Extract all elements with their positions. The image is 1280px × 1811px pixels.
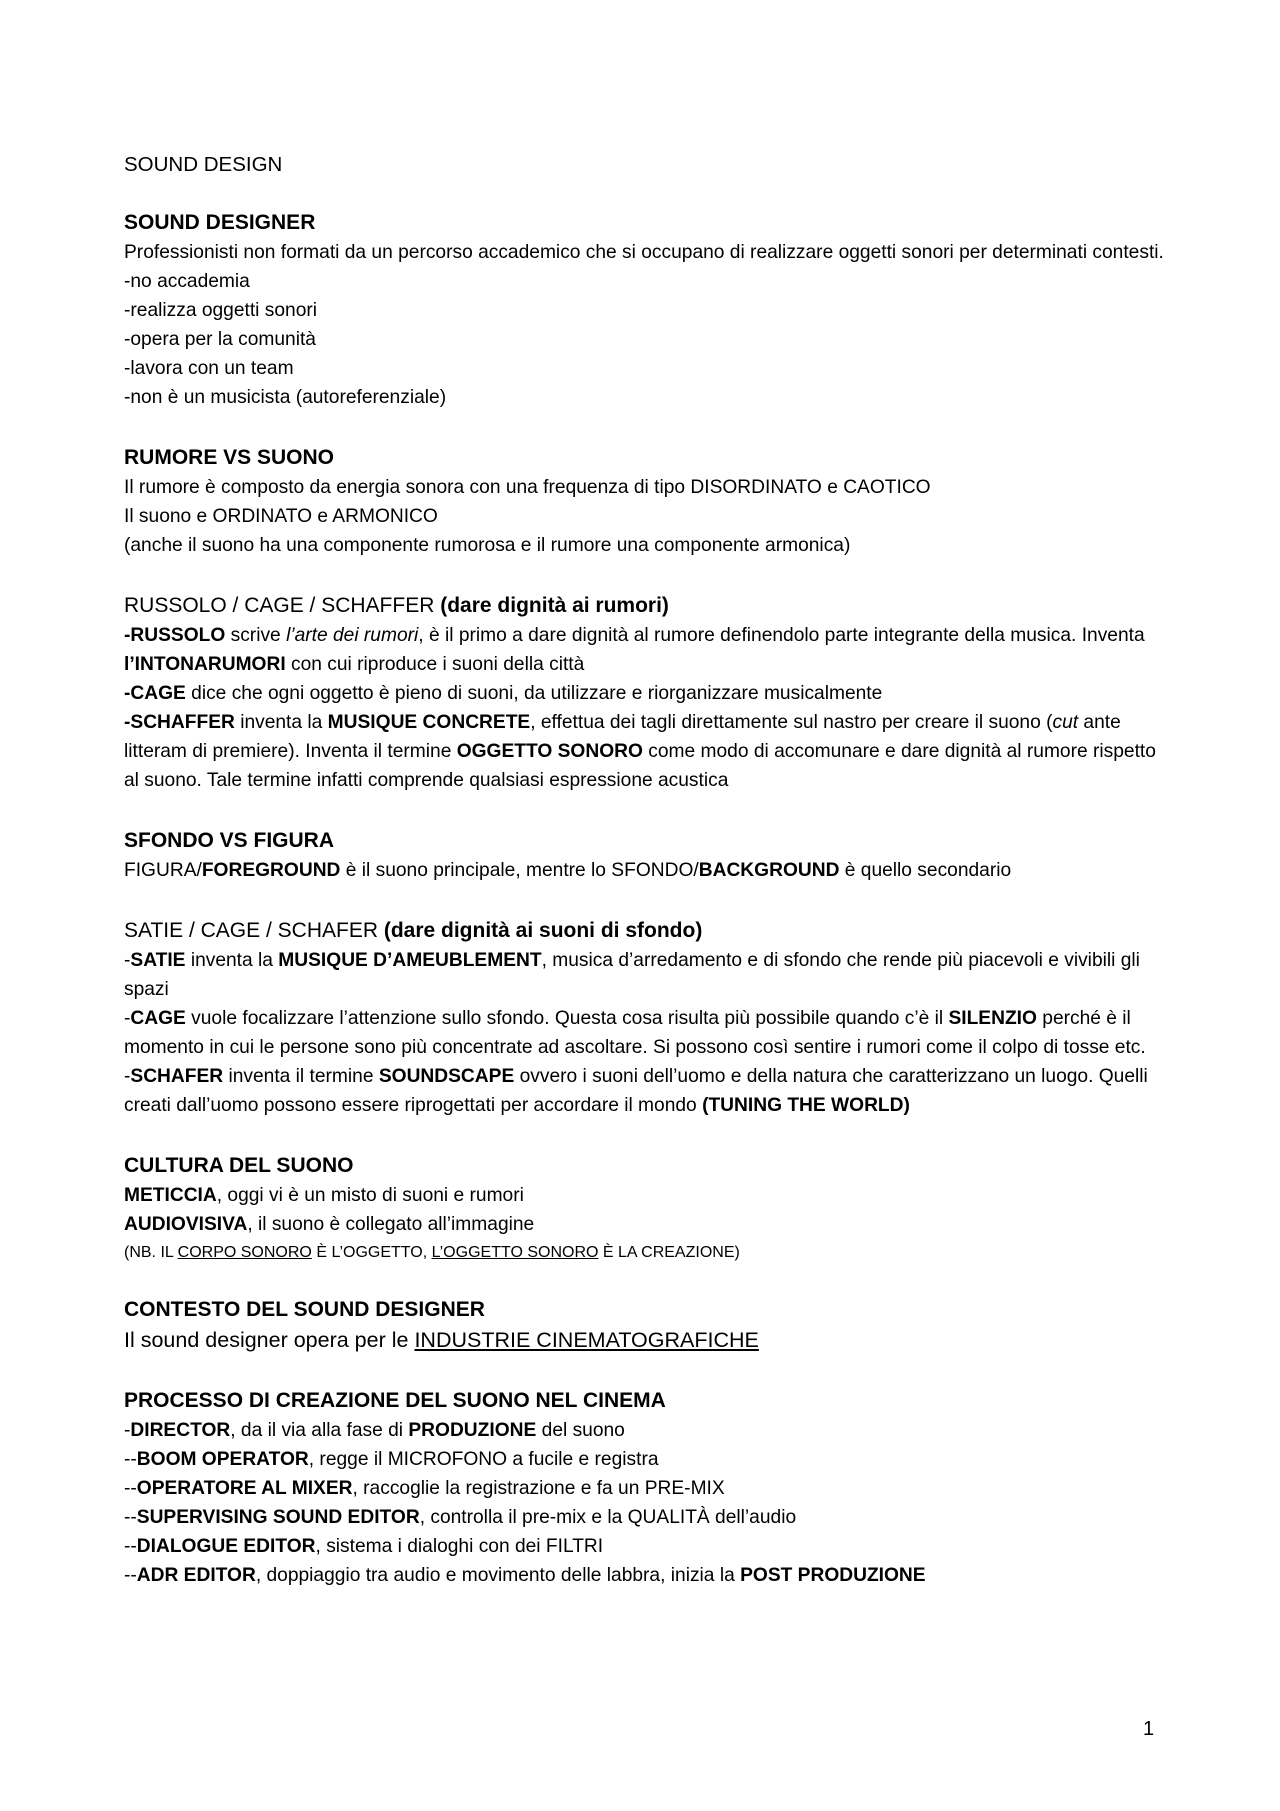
paragraph-line: Il sound designer opera per le INDUSTRIE CINEMATOGRAFICHE: [124, 1328, 759, 1352]
paragraph-line: Il rumore è composto da energia sonora con una frequenza di tipo DISORDINATO e CAOTICO: [124, 477, 931, 498]
paragraph-line: AUDIOVISIVA, il suono è collegato all’immagine: [124, 1214, 535, 1235]
list-item: --OPERATORE AL MIXER, raccoglie la registrazione e fa un PRE-MIX: [124, 1478, 725, 1499]
section-heading-sfondo-vs-figura: SFONDO VS FIGURA: [124, 829, 335, 852]
list-item: -non è un musicista (autoreferenziale): [124, 387, 447, 408]
paragraph-line: Il suono e ORDINATO e ARMONICO: [124, 506, 438, 527]
paragraph-schaffer: -SCHAFFER inventa la MUSIQUE CONCRETE, effettua dei tagli direttamente sul nastro per creare il suono (cut ante litteram di premiere). Inventa il termine OGGETTO SONORO come modo di accomunare e dare dignità al rumore rispetto al suono. Tale termine infatti comprende qualsiasi espressione acustica: [124, 712, 1156, 791]
paragraph: Professionisti non formati da un percorso accademico che si occupano di realizzare oggetti sonori per determinati contesti.: [124, 242, 1164, 263]
section-heading-satie-cage-schafer: SATIE / CAGE / SCHAFER (dare dignità ai suoni di sfondo): [124, 919, 703, 942]
paragraph-cage: -CAGE dice che ogni oggetto è pieno di suoni, da utilizzare e riorganizzare musicalmente: [124, 683, 883, 704]
list-item: -opera per la comunità: [124, 329, 316, 350]
section-heading-russolo-cage-schaffer: RUSSOLO / CAGE / SCHAFFER (dare dignità ai rumori): [124, 594, 669, 617]
paragraph-line: (anche il suono ha una componente rumorosa e il rumore una componente armonica): [124, 535, 851, 556]
paragraph: FIGURA/FOREGROUND è il suono principale, mentre lo SFONDO/BACKGROUND è quello secondario: [124, 860, 1012, 881]
section-heading-contesto: CONTESTO DEL SOUND DESIGNER: [124, 1298, 485, 1321]
note-line: (NB. IL CORPO SONORO È L’OGGETTO, L’OGGETTO SONORO È LA CREAZIONE): [124, 1244, 740, 1261]
paragraph-russolo: -RUSSOLO scrive l’arte dei rumori, è il primo a dare dignità al rumore definendolo parte integrante della musica. Inventa l’INTONARUMORI con cui riproduce i suoni della città: [124, 625, 1145, 675]
section-heading-sound-designer: SOUND DESIGNER: [124, 211, 316, 234]
section-heading-processo: PROCESSO DI CREAZIONE DEL SUONO NEL CINEMA: [124, 1389, 666, 1412]
list-item: -no accademia: [124, 271, 250, 292]
page-number: 1: [1143, 1718, 1155, 1740]
list-item: -DIRECTOR, da il via alla fase di PRODUZIONE del suono: [124, 1420, 625, 1441]
document-page: [124, 150, 1170, 1590]
paragraph-line: METICCIA, oggi vi è un misto di suoni e rumori: [124, 1185, 524, 1206]
list-item: -realizza oggetti sonori: [124, 300, 318, 321]
list-item: --ADR EDITOR, doppiaggio tra audio e movimento delle labbra, inizia la POST PRODUZIONE: [124, 1565, 926, 1586]
section-heading-cultura-del-suono: CULTURA DEL SUONO: [124, 1154, 354, 1177]
paragraph-schafer: -SCHAFER inventa il termine SOUNDSCAPE ovvero i suoni dell’uomo e della natura che caratterizzano un luogo. Quelli creati dall’uomo possono essere riprogettati per accordare il mondo (TUNING THE WORLD): [124, 1066, 1148, 1116]
list-item: --DIALOGUE EDITOR, sistema i dialoghi con dei FILTRI: [124, 1536, 604, 1557]
list-item: -lavora con un team: [124, 358, 294, 379]
paragraph-satie: -SATIE inventa la MUSIQUE D’AMEUBLEMENT, musica d’arredamento e di sfondo che rende più piacevoli e vivibili gli spazi: [124, 950, 1140, 1000]
list-item: --SUPERVISING SOUND EDITOR, controlla il pre-mix e la QUALITÀ dell’audio: [124, 1507, 797, 1528]
section-heading-rumore-vs-suono: RUMORE VS SUONO: [124, 446, 335, 469]
document-title: SOUND DESIGN: [124, 153, 283, 176]
paragraph-cage: -CAGE vuole focalizzare l’attenzione sullo sfondo. Questa cosa risulta più possibile quando c’è il SILENZIO perché è il momento in cui le persone sono più concentrate ad ascoltare. Si possono così sentire i rumori come il colpo di tosse etc.: [124, 1008, 1146, 1058]
list-item: --BOOM OPERATOR, regge il MICROFONO a fucile e registra: [124, 1449, 659, 1470]
